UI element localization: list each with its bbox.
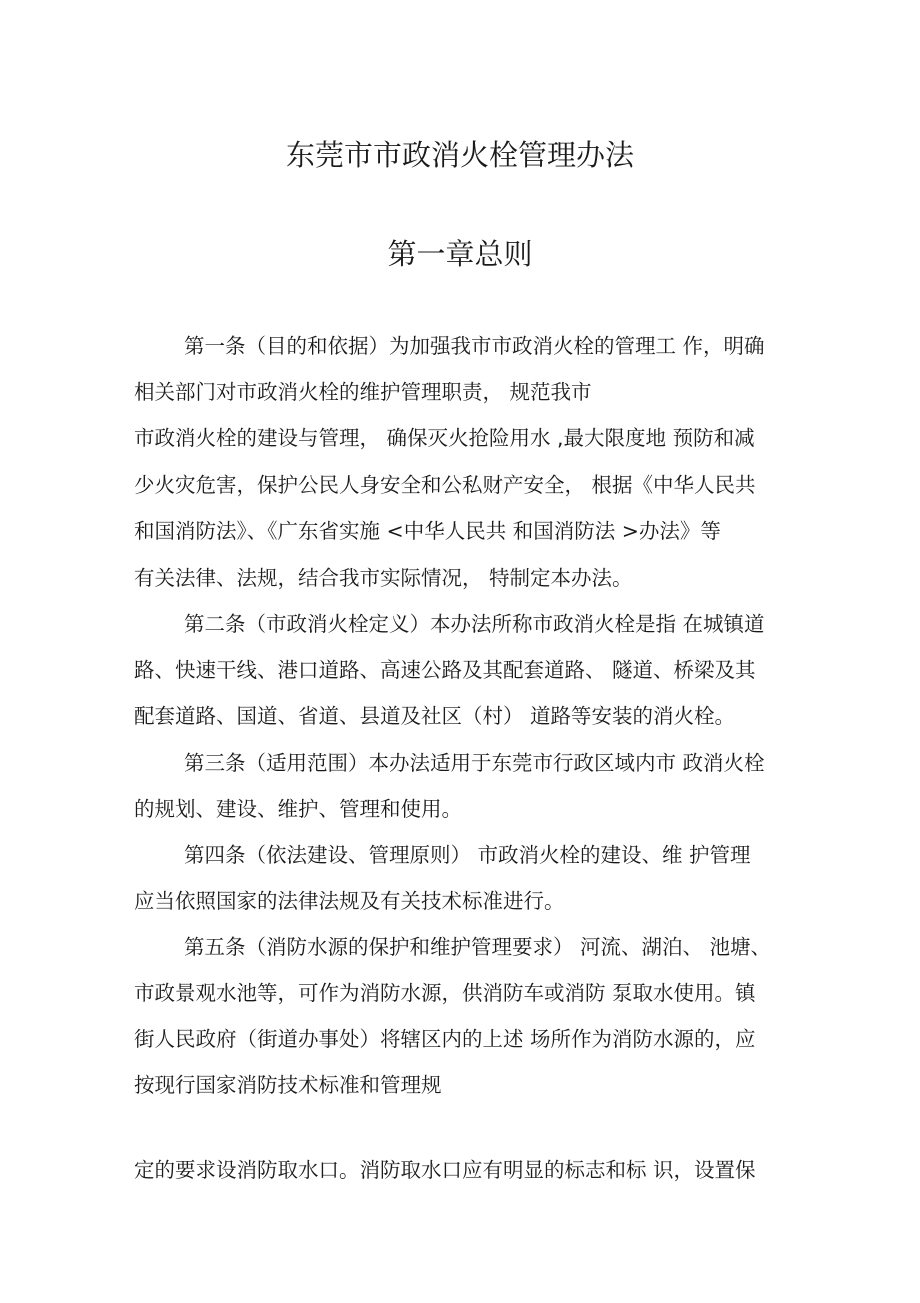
text-line: 相关部门对市政消火栓的维护管理职责， 规范我市 [134, 380, 592, 404]
text-line: 配套道路、国道、省道、县道及社区（村） 道路等安装的消火栓。 [134, 704, 736, 728]
text-line: 按现行国家消防技术标准和管理规 [134, 1073, 442, 1097]
article-first-line: 第三条（适用范围）本办法适用于东莞市行政区域内市 政消火栓 [184, 751, 765, 775]
text-line: 市政景观水池等，可作为消防水源，供消防车或消防 泵取水使用。镇 [134, 981, 756, 1005]
text-line: 街人民政府（街道办事处）将辖区内的上述 场所作为消防水源的，应 [134, 1027, 756, 1051]
text-line: 市政消火栓的建设与管理， 确保灭火抢险用水 ,最大限度地 预防和减 [134, 426, 755, 450]
text-line: 有关法律、法规，结合我市实际情况， 特制定本办法。 [134, 566, 633, 590]
article-first-line: 第四条（依法建设、管理原则） 市政消火栓的建设、维 护管理 [184, 843, 751, 867]
article-first-line: 第五条（消防水源的保护和维护管理要求） 河流、湖泊、 池塘、 [184, 935, 772, 959]
article-first-line: 第二条（市政消火栓定义）本办法所称市政消火栓是指 在城镇道 [184, 612, 765, 636]
text-line: 应当依照国家的法律法规及有关技术标准进行。 [134, 889, 565, 913]
text-line: 定的要求设消防取水口。消防取水口应有明显的标志和标 识，设置保 [134, 1158, 756, 1182]
chapter-title: 第一章总则 [387, 237, 533, 271]
text-line: 的规划、建设、维护、管理和使用。 [134, 797, 462, 821]
text-line: 路、快速干线、港口道路、高速公路及其配套道路、 隧道、桥梁及其 [134, 658, 756, 682]
document-title: 东莞市市政消火栓管理办法 [285, 138, 634, 172]
text-line: 和国消防法》、《广东省实施 <中华人民共 和国消防法 >办法》等 [134, 519, 721, 543]
text-line: 少火灾危害，保护公民人身安全和公私财产安全， 根据《中华人民共 [134, 473, 756, 497]
article-first-line: 第一条（目的和依据）为加强我市市政消火栓的管理工 作，明确 [184, 334, 765, 358]
